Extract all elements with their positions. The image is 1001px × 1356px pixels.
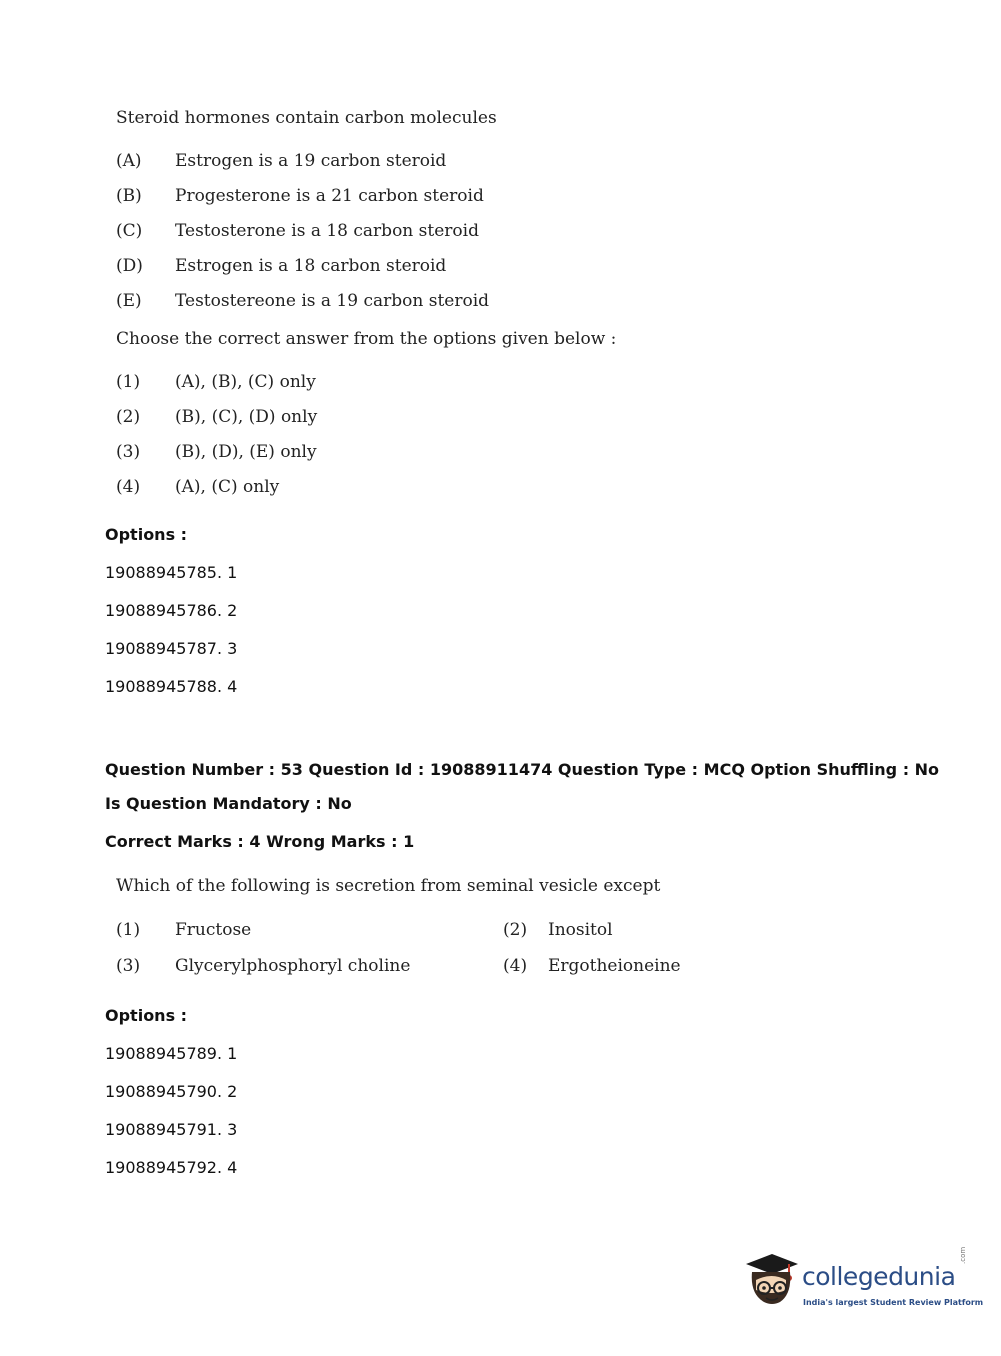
q52-choice-text: (A), (C) only (175, 477, 280, 497)
q52-item-label: (C) (116, 221, 143, 241)
q52-choice-label: (3) (116, 442, 141, 462)
q52-choice-label: (2) (116, 407, 141, 427)
q52-option: 19088945788. 4 (105, 677, 238, 696)
logo-name: collegedunia (802, 1262, 956, 1291)
q52-item-text: Progesterone is a 21 carbon steroid (175, 186, 484, 206)
q53-option: 19088945789. 1 (105, 1044, 238, 1063)
q53-options-heading: Options : (105, 1006, 188, 1025)
mascot-icon (742, 1250, 802, 1316)
q53-choice-text: Ergotheioneine (548, 956, 681, 976)
q52-choice-label: (4) (116, 477, 141, 497)
q53-choice-text: Inositol (548, 920, 613, 940)
q52-item-label: (B) (116, 186, 142, 206)
q53-choice-label: (3) (116, 956, 141, 976)
q52-option: 19088945785. 1 (105, 563, 238, 582)
q52-option: 19088945787. 3 (105, 639, 238, 658)
q53-option: 19088945791. 3 (105, 1120, 238, 1139)
q53-marks: Correct Marks : 4 Wrong Marks : 1 (105, 832, 415, 851)
q52-choice-label: (1) (116, 372, 141, 392)
q53-option: 19088945792. 4 (105, 1158, 238, 1177)
q53-mandatory: Is Question Mandatory : No (105, 794, 352, 813)
q52-choice-text: (B), (C), (D) only (175, 407, 318, 427)
q52-options-heading: Options : (105, 525, 188, 544)
q52-item-text: Estrogen is a 19 carbon steroid (175, 151, 447, 171)
q52-choice-text: (A), (B), (C) only (175, 372, 316, 392)
q52-item-label: (D) (116, 256, 143, 276)
q53-statement: Which of the following is secretion from seminal vesicle except (116, 876, 661, 896)
q52-item-label: (A) (116, 151, 142, 171)
q52-choice-text: (B), (D), (E) only (175, 442, 317, 462)
q52-item-label: (E) (116, 291, 142, 311)
q52-instruction: Choose the correct answer from the options given below : (116, 329, 617, 349)
q53-choice-label: (4) (503, 956, 528, 976)
q53-choice-text: Fructose (175, 920, 252, 940)
logo-tagline: India's largest Student Review Platform (803, 1298, 984, 1307)
collegedunia-logo (742, 1246, 984, 1320)
logo-suffix: .com (959, 1246, 967, 1264)
q53-choice-label: (1) (116, 920, 141, 940)
q53-meta: Question Number : 53 Question Id : 19088911474 Question Type : MCQ Option Shuffling : No (105, 760, 940, 779)
q52-item-text: Estrogen is a 18 carbon steroid (175, 256, 447, 276)
q53-choice-label: (2) (503, 920, 528, 940)
q52-item-text: Testosterone is a 18 carbon steroid (175, 221, 479, 241)
q53-option: 19088945790. 2 (105, 1082, 238, 1101)
q53-choice-text: Glycerylphosphoryl choline (175, 956, 411, 976)
q52-statement: Steroid hormones contain carbon molecules (116, 108, 497, 128)
q52-item-text: Testostereone is a 19 carbon steroid (175, 291, 490, 311)
q52-option: 19088945786. 2 (105, 601, 238, 620)
